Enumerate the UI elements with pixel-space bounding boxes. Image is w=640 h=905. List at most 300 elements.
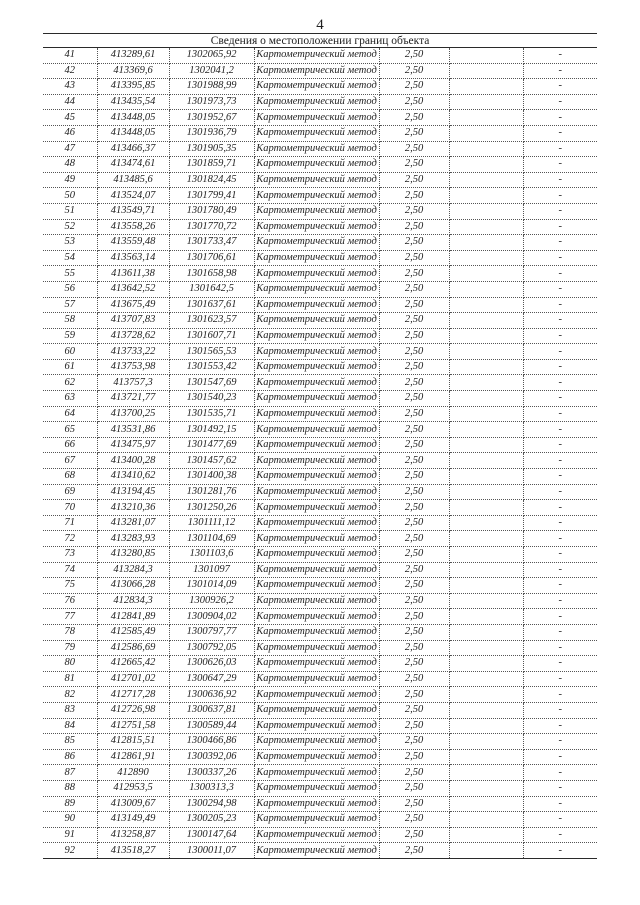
note-cell: - [523, 624, 597, 640]
coordinate-y-cell: 1300797,77 [169, 624, 254, 640]
table-row [43, 656, 597, 672]
note-cell: - [523, 515, 597, 531]
note-cell: - [523, 48, 597, 64]
accuracy-cell: 2,50 [379, 172, 449, 188]
coordinate-y-cell: 1301824,45 [169, 172, 254, 188]
coordinate-x-cell: 413280,85 [97, 547, 169, 563]
point-number-cell: 54 [43, 250, 97, 266]
table-row [43, 375, 597, 391]
coordinate-y-cell: 1300926,2 [169, 593, 254, 609]
coordinate-y-cell: 1301535,71 [169, 406, 254, 422]
coordinate-y-cell: 1301799,41 [169, 188, 254, 204]
description-cell [449, 578, 523, 594]
table-row [43, 624, 597, 640]
point-number-cell: 46 [43, 125, 97, 141]
point-number-cell: 44 [43, 94, 97, 110]
description-cell [449, 422, 523, 438]
table-row [43, 406, 597, 422]
method-cell: Картометрический метод [254, 749, 379, 765]
accuracy-cell: 2,50 [379, 391, 449, 407]
table-row [43, 235, 597, 251]
note-cell: - [523, 827, 597, 843]
accuracy-cell: 2,50 [379, 359, 449, 375]
table-row [43, 796, 597, 812]
accuracy-cell: 2,50 [379, 734, 449, 750]
method-cell: Картометрический метод [254, 593, 379, 609]
coordinate-y-cell: 1301097 [169, 562, 254, 578]
accuracy-cell: 2,50 [379, 437, 449, 453]
point-number-cell: 43 [43, 79, 97, 95]
note-cell: - [523, 94, 597, 110]
coordinate-x-cell: 413149,49 [97, 812, 169, 828]
accuracy-cell: 2,50 [379, 453, 449, 469]
point-number-cell: 62 [43, 375, 97, 391]
coordinate-y-cell: 1301988,99 [169, 79, 254, 95]
description-cell [449, 391, 523, 407]
method-cell: Картометрический метод [254, 484, 379, 500]
point-number-cell: 77 [43, 609, 97, 625]
method-cell: Картометрический метод [254, 671, 379, 687]
point-number-cell: 73 [43, 547, 97, 563]
point-number-cell: 66 [43, 437, 97, 453]
note-cell: - [523, 437, 597, 453]
description-cell [449, 406, 523, 422]
note-cell: - [523, 547, 597, 563]
note-cell: - [523, 687, 597, 703]
point-number-cell: 70 [43, 500, 97, 516]
coordinate-y-cell: 1301952,67 [169, 110, 254, 126]
table-row [43, 765, 597, 781]
coordinate-x-cell: 413369,6 [97, 63, 169, 79]
table-row [43, 562, 597, 578]
method-cell: Картометрический метод [254, 63, 379, 79]
method-cell: Картометрический метод [254, 640, 379, 656]
coordinate-y-cell: 1301457,62 [169, 453, 254, 469]
table-row [43, 94, 597, 110]
coordinate-x-cell: 412585,49 [97, 624, 169, 640]
note-cell: - [523, 578, 597, 594]
coordinate-x-cell: 413733,22 [97, 344, 169, 360]
description-cell [449, 313, 523, 329]
point-number-cell: 79 [43, 640, 97, 656]
method-cell: Картометрический метод [254, 718, 379, 734]
note-cell: - [523, 328, 597, 344]
method-cell: Картометрический метод [254, 765, 379, 781]
coordinate-y-cell: 1300011,07 [169, 843, 254, 859]
table-row [43, 609, 597, 625]
method-cell: Картометрический метод [254, 780, 379, 796]
description-cell [449, 63, 523, 79]
coordinate-y-cell: 1300392,06 [169, 749, 254, 765]
accuracy-cell: 2,50 [379, 718, 449, 734]
coordinate-x-cell: 413448,05 [97, 110, 169, 126]
table-row [43, 531, 597, 547]
accuracy-cell: 2,50 [379, 749, 449, 765]
coordinate-x-cell: 413289,61 [97, 48, 169, 64]
accuracy-cell: 2,50 [379, 219, 449, 235]
description-cell [449, 266, 523, 282]
accuracy-cell: 2,50 [379, 780, 449, 796]
accuracy-cell: 2,50 [379, 609, 449, 625]
note-cell: - [523, 79, 597, 95]
accuracy-cell: 2,50 [379, 469, 449, 485]
accuracy-cell: 2,50 [379, 313, 449, 329]
method-cell: Картометрический метод [254, 266, 379, 282]
description-cell [449, 624, 523, 640]
point-number-cell: 88 [43, 780, 97, 796]
coordinate-y-cell: 1301281,76 [169, 484, 254, 500]
table-row [43, 157, 597, 173]
coordinate-y-cell: 1301973,73 [169, 94, 254, 110]
coordinate-y-cell: 1301111,12 [169, 515, 254, 531]
description-cell [449, 469, 523, 485]
note-cell: - [523, 469, 597, 485]
coordinate-x-cell: 412815,51 [97, 734, 169, 750]
method-cell: Картометрический метод [254, 827, 379, 843]
description-cell [449, 48, 523, 64]
description-cell [449, 344, 523, 360]
method-cell: Картометрический метод [254, 359, 379, 375]
description-cell [449, 141, 523, 157]
coordinate-x-cell: 413009,67 [97, 796, 169, 812]
method-cell: Картометрический метод [254, 328, 379, 344]
description-cell [449, 796, 523, 812]
method-cell: Картометрический метод [254, 843, 379, 859]
description-cell [449, 749, 523, 765]
description-cell [449, 203, 523, 219]
coordinate-y-cell: 1301770,72 [169, 219, 254, 235]
coordinate-x-cell: 413194,45 [97, 484, 169, 500]
table-row [43, 515, 597, 531]
method-cell: Картометрический метод [254, 94, 379, 110]
coordinate-x-cell: 412953,5 [97, 780, 169, 796]
coordinate-y-cell: 1301706,61 [169, 250, 254, 266]
description-cell [449, 110, 523, 126]
point-number-cell: 58 [43, 313, 97, 329]
coordinate-x-cell: 413448,05 [97, 125, 169, 141]
coordinate-x-cell: 413753,98 [97, 359, 169, 375]
point-number-cell: 89 [43, 796, 97, 812]
note-cell: - [523, 219, 597, 235]
method-cell: Картометрический метод [254, 609, 379, 625]
coordinate-y-cell: 1301547,69 [169, 375, 254, 391]
coordinate-x-cell: 413284,3 [97, 562, 169, 578]
coordinate-y-cell: 1301623,57 [169, 313, 254, 329]
coordinate-y-cell: 1300294,98 [169, 796, 254, 812]
table-row [43, 593, 597, 609]
table-row [43, 422, 597, 438]
accuracy-cell: 2,50 [379, 125, 449, 141]
note-cell: - [523, 734, 597, 750]
note-cell: - [523, 796, 597, 812]
description-cell [449, 375, 523, 391]
table-row [43, 297, 597, 313]
coordinate-x-cell: 413707,83 [97, 313, 169, 329]
description-cell [449, 656, 523, 672]
description-cell [449, 172, 523, 188]
coordinate-x-cell: 413474,61 [97, 157, 169, 173]
coordinate-x-cell: 412890 [97, 765, 169, 781]
note-cell: - [523, 375, 597, 391]
note-cell: - [523, 313, 597, 329]
table-body [43, 48, 597, 859]
method-cell: Картометрический метод [254, 547, 379, 563]
note-cell: - [523, 500, 597, 516]
point-number-cell: 68 [43, 469, 97, 485]
table-row [43, 188, 597, 204]
note-cell: - [523, 406, 597, 422]
table-row [43, 437, 597, 453]
point-number-cell: 56 [43, 281, 97, 297]
table-row [43, 344, 597, 360]
accuracy-cell: 2,50 [379, 624, 449, 640]
method-cell: Картометрический метод [254, 515, 379, 531]
coordinate-x-cell: 412717,28 [97, 687, 169, 703]
description-cell [449, 827, 523, 843]
coordinate-x-cell: 413558,26 [97, 219, 169, 235]
table-row [43, 827, 597, 843]
description-cell [449, 125, 523, 141]
note-cell: - [523, 297, 597, 313]
method-cell: Картометрический метод [254, 219, 379, 235]
accuracy-cell: 2,50 [379, 562, 449, 578]
coordinate-x-cell: 413700,25 [97, 406, 169, 422]
coordinate-x-cell: 413395,85 [97, 79, 169, 95]
accuracy-cell: 2,50 [379, 656, 449, 672]
coordinate-y-cell: 1301607,71 [169, 328, 254, 344]
point-number-cell: 51 [43, 203, 97, 219]
accuracy-cell: 2,50 [379, 422, 449, 438]
point-number-cell: 65 [43, 422, 97, 438]
accuracy-cell: 2,50 [379, 375, 449, 391]
point-number-cell: 48 [43, 157, 97, 173]
method-cell: Картометрический метод [254, 469, 379, 485]
point-number-cell: 71 [43, 515, 97, 531]
coordinate-x-cell: 412834,3 [97, 593, 169, 609]
accuracy-cell: 2,50 [379, 63, 449, 79]
description-cell [449, 765, 523, 781]
accuracy-cell: 2,50 [379, 796, 449, 812]
table-row [43, 203, 597, 219]
point-number-cell: 69 [43, 484, 97, 500]
note-cell: - [523, 484, 597, 500]
note-cell: - [523, 812, 597, 828]
coordinate-y-cell: 1300792,05 [169, 640, 254, 656]
method-cell: Картометрический метод [254, 812, 379, 828]
description-cell [449, 359, 523, 375]
coordinate-x-cell: 413485,6 [97, 172, 169, 188]
coordinate-y-cell: 1301014,09 [169, 578, 254, 594]
table-row [43, 328, 597, 344]
method-cell: Картометрический метод [254, 313, 379, 329]
coordinate-x-cell: 412751,58 [97, 718, 169, 734]
table-row [43, 687, 597, 703]
point-number-cell: 47 [43, 141, 97, 157]
description-cell [449, 157, 523, 173]
note-cell: - [523, 749, 597, 765]
coordinate-x-cell: 413410,62 [97, 469, 169, 485]
boundary-coordinates-table [43, 33, 597, 859]
coordinate-y-cell: 1302065,92 [169, 48, 254, 64]
point-number-cell: 80 [43, 656, 97, 672]
point-number-cell: 61 [43, 359, 97, 375]
accuracy-cell: 2,50 [379, 640, 449, 656]
coordinate-y-cell: 1300637,81 [169, 702, 254, 718]
description-cell [449, 515, 523, 531]
method-cell: Картометрический метод [254, 172, 379, 188]
note-cell: - [523, 453, 597, 469]
point-number-cell: 42 [43, 63, 97, 79]
table-row [43, 749, 597, 765]
method-cell: Картометрический метод [254, 656, 379, 672]
coordinate-y-cell: 1301492,15 [169, 422, 254, 438]
description-cell [449, 453, 523, 469]
method-cell: Картометрический метод [254, 188, 379, 204]
accuracy-cell: 2,50 [379, 188, 449, 204]
table-row [43, 110, 597, 126]
description-cell [449, 94, 523, 110]
note-cell: - [523, 531, 597, 547]
coordinate-y-cell: 1300904,02 [169, 609, 254, 625]
note-cell: - [523, 266, 597, 282]
coordinate-x-cell: 413642,52 [97, 281, 169, 297]
coordinate-x-cell: 413563,14 [97, 250, 169, 266]
coordinate-y-cell: 1301859,71 [169, 157, 254, 173]
description-cell [449, 188, 523, 204]
point-number-cell: 41 [43, 48, 97, 64]
coordinate-x-cell: 413675,49 [97, 297, 169, 313]
description-cell [449, 718, 523, 734]
point-number-cell: 55 [43, 266, 97, 282]
coordinate-y-cell: 1300205,23 [169, 812, 254, 828]
coordinate-x-cell: 412665,42 [97, 656, 169, 672]
method-cell: Картометрический метод [254, 624, 379, 640]
accuracy-cell: 2,50 [379, 344, 449, 360]
note-cell: - [523, 422, 597, 438]
description-cell [449, 79, 523, 95]
note-cell: - [523, 843, 597, 859]
coordinate-y-cell: 1301637,61 [169, 297, 254, 313]
method-cell: Картометрический метод [254, 453, 379, 469]
method-cell: Картометрический метод [254, 391, 379, 407]
point-number-cell: 83 [43, 702, 97, 718]
table-row [43, 578, 597, 594]
coordinate-x-cell: 413210,36 [97, 500, 169, 516]
coordinate-y-cell: 1301250,26 [169, 500, 254, 516]
accuracy-cell: 2,50 [379, 79, 449, 95]
accuracy-cell: 2,50 [379, 515, 449, 531]
accuracy-cell: 2,50 [379, 500, 449, 516]
note-cell: - [523, 172, 597, 188]
note-cell: - [523, 281, 597, 297]
method-cell: Картометрический метод [254, 406, 379, 422]
table-row [43, 63, 597, 79]
table-row [43, 500, 597, 516]
note-cell: - [523, 344, 597, 360]
table-row [43, 484, 597, 500]
table-row [43, 547, 597, 563]
accuracy-cell: 2,50 [379, 531, 449, 547]
coordinate-y-cell: 1301658,98 [169, 266, 254, 282]
coordinate-x-cell: 412726,98 [97, 702, 169, 718]
description-cell [449, 593, 523, 609]
note-cell: - [523, 157, 597, 173]
coordinate-x-cell: 413281,07 [97, 515, 169, 531]
coordinate-x-cell: 413728,62 [97, 328, 169, 344]
description-cell [449, 437, 523, 453]
method-cell: Картометрический метод [254, 250, 379, 266]
description-cell [449, 484, 523, 500]
description-cell [449, 250, 523, 266]
coordinate-y-cell: 1300337,26 [169, 765, 254, 781]
method-cell: Картометрический метод [254, 79, 379, 95]
coordinate-y-cell: 1302041,2 [169, 63, 254, 79]
point-number-cell: 50 [43, 188, 97, 204]
note-cell: - [523, 110, 597, 126]
table-row [43, 172, 597, 188]
method-cell: Картометрический метод [254, 437, 379, 453]
note-cell: - [523, 780, 597, 796]
method-cell: Картометрический метод [254, 281, 379, 297]
table-row [43, 250, 597, 266]
method-cell: Картометрический метод [254, 562, 379, 578]
table-row [43, 469, 597, 485]
point-number-cell: 52 [43, 219, 97, 235]
point-number-cell: 84 [43, 718, 97, 734]
method-cell: Картометрический метод [254, 235, 379, 251]
coordinate-x-cell: 413611,38 [97, 266, 169, 282]
note-cell: - [523, 188, 597, 204]
accuracy-cell: 2,50 [379, 812, 449, 828]
point-number-cell: 64 [43, 406, 97, 422]
coordinate-y-cell: 1300313,3 [169, 780, 254, 796]
point-number-cell: 75 [43, 578, 97, 594]
accuracy-cell: 2,50 [379, 406, 449, 422]
table-row [43, 843, 597, 859]
note-cell: - [523, 702, 597, 718]
note-cell: - [523, 609, 597, 625]
coordinate-x-cell: 412586,69 [97, 640, 169, 656]
table-row [43, 281, 597, 297]
description-cell [449, 702, 523, 718]
description-cell [449, 235, 523, 251]
coordinate-y-cell: 1301104,69 [169, 531, 254, 547]
method-cell: Картометрический метод [254, 702, 379, 718]
coordinate-y-cell: 1300626,03 [169, 656, 254, 672]
coordinate-y-cell: 1301540,23 [169, 391, 254, 407]
method-cell: Картометрический метод [254, 141, 379, 157]
accuracy-cell: 2,50 [379, 484, 449, 500]
accuracy-cell: 2,50 [379, 297, 449, 313]
coordinate-x-cell: 413518,27 [97, 843, 169, 859]
description-cell [449, 812, 523, 828]
coordinate-y-cell: 1301565,53 [169, 344, 254, 360]
table-row [43, 391, 597, 407]
coordinate-x-cell: 413466,37 [97, 141, 169, 157]
coordinate-y-cell: 1301400,38 [169, 469, 254, 485]
table-row [43, 453, 597, 469]
accuracy-cell: 2,50 [379, 94, 449, 110]
coordinate-y-cell: 1301477,69 [169, 437, 254, 453]
accuracy-cell: 2,50 [379, 157, 449, 173]
method-cell: Картометрический метод [254, 578, 379, 594]
coordinate-x-cell: 412841,89 [97, 609, 169, 625]
note-cell: - [523, 562, 597, 578]
note-cell: - [523, 593, 597, 609]
coordinate-y-cell: 1301905,35 [169, 141, 254, 157]
point-number-cell: 45 [43, 110, 97, 126]
coordinate-y-cell: 1301103,6 [169, 547, 254, 563]
